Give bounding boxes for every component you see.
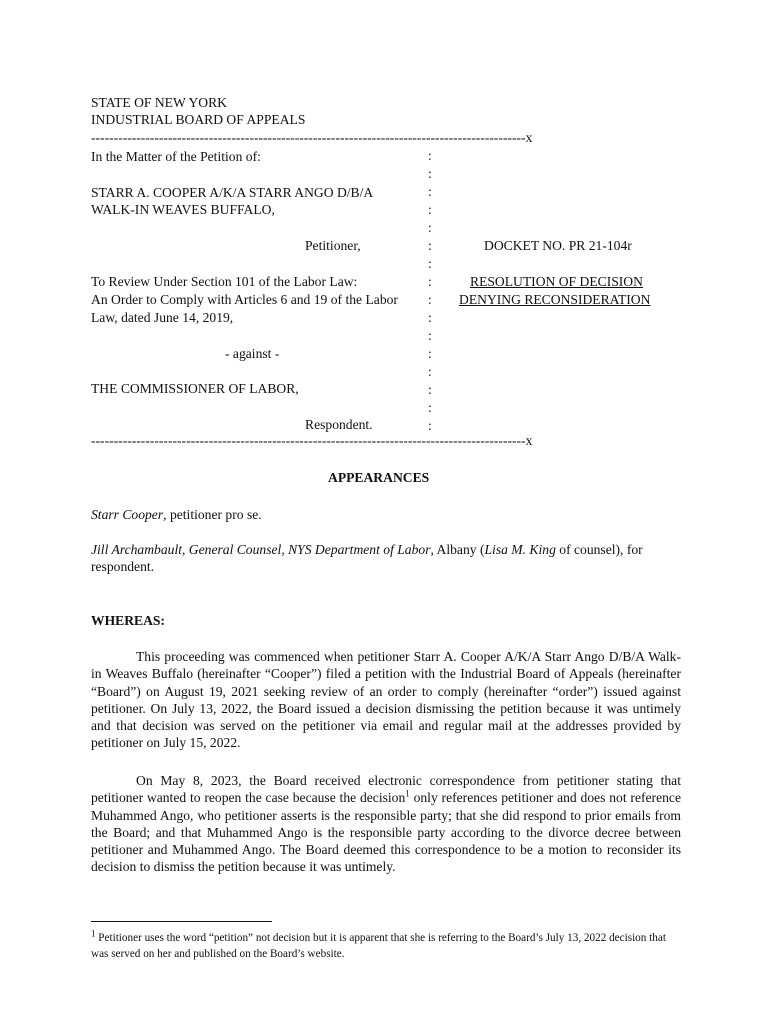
resolution-title-line-1: RESOLUTION OF DECISION [470,274,643,289]
respondent-role: Respondent. [305,417,373,432]
footnote-separator [91,921,272,922]
separator: , [182,542,189,557]
footnote-text: Petitioner uses the word “petition” not decision but it is apparent that she is referring to the Board’s July 13, 2022 decision that was served on her and published on the Board’s website. [91,932,666,960]
against-line: - against - [225,346,280,361]
respondent-appearance-text: of counsel), for respondent. [91,542,643,575]
appearance-petitioner [91,506,681,523]
matter-line: In the Matter of the Petition of: [91,149,261,164]
appearance-respondent [91,541,681,576]
respondent-counsel-name: Jill Archambault [91,542,182,557]
petitioner-role: Petitioner, [305,238,361,253]
respondent-department: NYS Department of Labor [288,542,431,557]
footnote-1 [91,928,681,962]
review-line-2: An Order to Comply with Articles 6 and 19 of the Labor [91,292,398,307]
review-line-1: To Review Under Section 101 of the Labor Law: [91,274,358,289]
paragraph-2-text-b: only references petitioner and does not reference Muhammed Ango, who petitioner asserts is the responsible party; that she did respond to prior emails from the Board; and that Muhammed Ango is the responsible party according to the divorce decree between petitioner and Muhammed Ango. The Board deemed this correspondence to be a motion to reconsider its decision to dismiss the petition because it was untimely. [91,790,681,875]
petitioner-counsel-name: Starr Cooper [91,507,164,522]
petitioner-appearance-text: , petitioner pro se. [163,507,262,522]
appearances-heading: APPEARANCES [328,470,430,485]
resolution-title-line-2: DENYING RECONSIDERATION [459,292,651,307]
review-line-3: Law, dated June 14, 2019, [91,310,234,325]
body-paragraph-2 [91,772,681,876]
board-heading: INDUSTRIAL BOARD OF APPEALS [91,112,306,127]
petitioner-name-line-1: STARR A. COOPER A/K/A STARR ANGO D/B/A [91,185,374,200]
respondent-counsel-title: General Counsel [188,542,282,557]
respondent-city: , Albany ( [430,542,485,557]
state-heading: STATE OF NEW YORK [91,95,227,110]
footnote-mark: 1 [91,928,96,939]
caption-top-rule: ------------------------------------------------------------------------------------------------x [91,130,533,145]
petitioner-name-line-2: WALK-IN WEAVES BUFFALO, [91,202,275,217]
footnote-reference: 1 [405,788,410,799]
of-counsel-name: Lisa M. King [484,542,556,557]
paragraph-2-text-a: On May 8, 2023, the Board received electronic correspondence from petitioner stating that petitioner wanted to reopen the case because the decision [91,773,681,806]
caption-colon-column: : : : : : : : : : : : : : : : : [428,148,432,433]
caption-bottom-rule: ------------------------------------------------------------------------------------------------x [91,433,533,448]
body-paragraph-1: This proceeding was commenced when petitioner Starr A. Cooper A/K/A Starr Ango D/B/A Walk-in Weaves Buffalo (hereinafter “Cooper”) filed a petition with the Industrial Board of Appeals (hereinafter “Board”) on August 19, 2021 seeking review of an order to comply (hereinafter “order”) issued against petitioner. On July 13, 2022, the Board issued a decision dismissing the petition because it was untimely and that decision was served on the petitioner via email and regular mail at the addresses provided by petitioner on July 15, 2022. [91,649,681,751]
respondent-name: THE COMMISSIONER OF LABOR, [91,381,299,396]
docket-number: DOCKET NO. PR 21-104r [484,238,632,253]
whereas-heading: WHEREAS: [91,613,166,628]
separator: , [281,542,289,557]
